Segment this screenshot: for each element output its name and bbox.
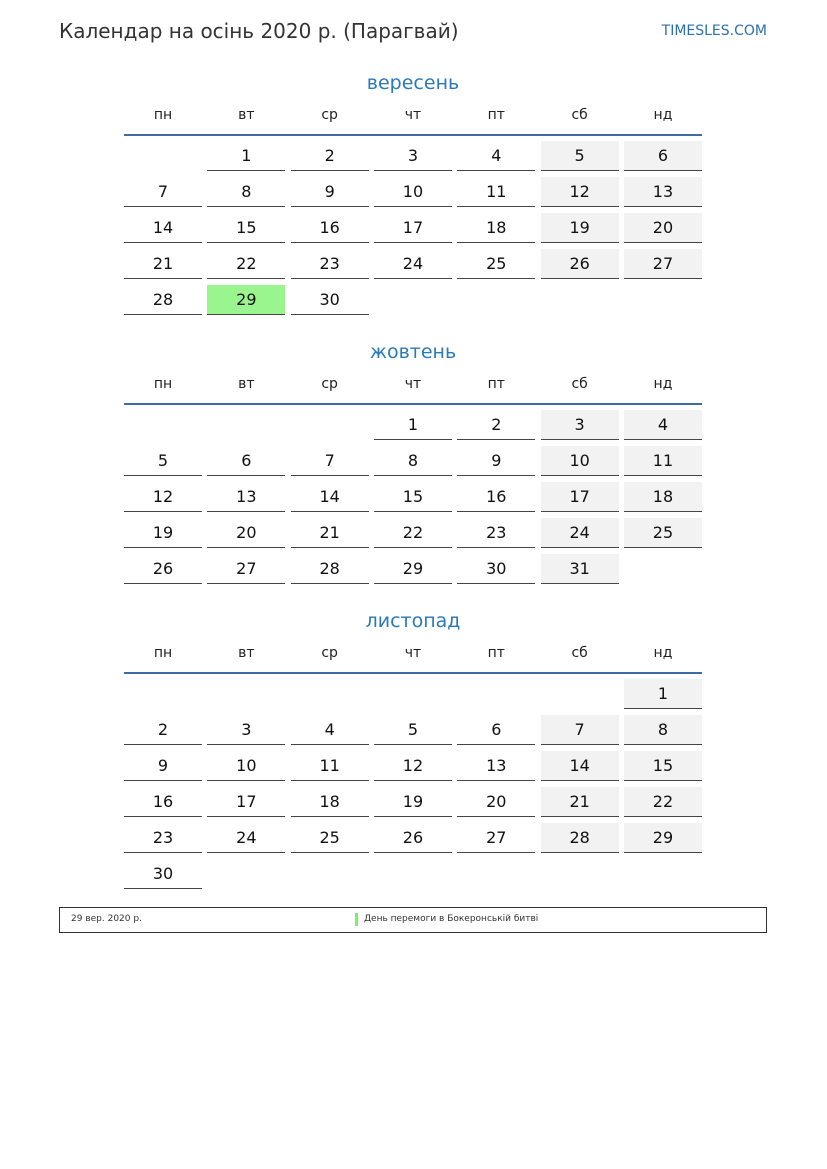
day-cell: 22 bbox=[207, 249, 285, 279]
day-cell: 1 bbox=[207, 141, 285, 171]
day-cell: 15 bbox=[374, 482, 452, 512]
day-cell: 14 bbox=[124, 213, 202, 243]
holiday-color-marker bbox=[355, 913, 358, 926]
day-cell: 27 bbox=[624, 249, 702, 279]
day-cell: 23 bbox=[457, 518, 535, 548]
day-cell: 13 bbox=[457, 751, 535, 781]
weekday-header-row bbox=[124, 634, 702, 674]
day-cell: 8 bbox=[624, 715, 702, 745]
weekday-label: пт bbox=[487, 376, 505, 392]
month-november bbox=[124, 608, 702, 895]
day-cell: 25 bbox=[624, 518, 702, 548]
day-cell: 30 bbox=[124, 859, 202, 889]
day-cell: 15 bbox=[207, 213, 285, 243]
weekday-header-row bbox=[124, 365, 702, 405]
day-cell: 6 bbox=[207, 446, 285, 476]
day-cell: 21 bbox=[291, 518, 369, 548]
weekday-label: пн bbox=[153, 376, 173, 392]
day-cell: 9 bbox=[457, 446, 535, 476]
weekday-label: чт bbox=[404, 645, 422, 661]
day-cell: 28 bbox=[124, 285, 202, 315]
day-cell: 28 bbox=[291, 554, 369, 584]
weekday-label: чт bbox=[404, 107, 422, 123]
weeks-grid bbox=[124, 405, 702, 584]
day-cell: 27 bbox=[457, 823, 535, 853]
week-row bbox=[124, 679, 702, 709]
day-cell: 10 bbox=[207, 751, 285, 781]
holiday-day-cell: 29 bbox=[207, 285, 285, 315]
day-cell: 19 bbox=[374, 787, 452, 817]
day-cell: 16 bbox=[291, 213, 369, 243]
week-row bbox=[124, 518, 702, 548]
empty-day-cell bbox=[207, 679, 285, 709]
day-cell: 26 bbox=[374, 823, 452, 853]
day-cell: 1 bbox=[374, 410, 452, 440]
day-cell: 7 bbox=[541, 715, 619, 745]
day-cell: 30 bbox=[291, 285, 369, 315]
week-row bbox=[124, 787, 702, 817]
empty-day-cell bbox=[124, 141, 202, 171]
week-row bbox=[124, 446, 702, 476]
day-cell: 11 bbox=[624, 446, 702, 476]
day-cell: 2 bbox=[124, 715, 202, 745]
empty-day-cell bbox=[457, 285, 535, 315]
day-cell: 3 bbox=[207, 715, 285, 745]
day-cell: 2 bbox=[291, 141, 369, 171]
day-cell: 11 bbox=[291, 751, 369, 781]
holiday-legend bbox=[59, 907, 767, 933]
day-cell: 16 bbox=[124, 787, 202, 817]
day-cell: 1 bbox=[624, 679, 702, 709]
day-cell: 12 bbox=[541, 177, 619, 207]
day-cell: 9 bbox=[124, 751, 202, 781]
day-cell: 24 bbox=[541, 518, 619, 548]
empty-day-cell bbox=[541, 859, 619, 889]
empty-day-cell bbox=[624, 285, 702, 315]
day-cell: 30 bbox=[457, 554, 535, 584]
day-cell: 11 bbox=[457, 177, 535, 207]
empty-day-cell bbox=[374, 679, 452, 709]
weeks-grid bbox=[124, 136, 702, 315]
weekday-label: ср bbox=[321, 107, 338, 123]
empty-day-cell bbox=[291, 410, 369, 440]
day-cell: 16 bbox=[457, 482, 535, 512]
weekday-label: пт bbox=[487, 107, 505, 123]
empty-day-cell bbox=[457, 679, 535, 709]
day-cell: 3 bbox=[374, 141, 452, 171]
empty-day-cell bbox=[541, 285, 619, 315]
week-row bbox=[124, 410, 702, 440]
month-title: листопад bbox=[365, 610, 461, 632]
week-row bbox=[124, 177, 702, 207]
day-cell: 5 bbox=[374, 715, 452, 745]
weekday-label: сб bbox=[571, 376, 588, 392]
day-cell: 7 bbox=[291, 446, 369, 476]
day-cell: 31 bbox=[541, 554, 619, 584]
empty-day-cell bbox=[124, 679, 202, 709]
day-cell: 7 bbox=[124, 177, 202, 207]
week-row bbox=[124, 751, 702, 781]
empty-day-cell bbox=[624, 859, 702, 889]
week-row bbox=[124, 859, 702, 889]
day-cell: 26 bbox=[124, 554, 202, 584]
weekday-label: нд bbox=[653, 376, 673, 392]
week-row bbox=[124, 823, 702, 853]
empty-day-cell bbox=[207, 859, 285, 889]
weekday-label: сб bbox=[571, 107, 588, 123]
empty-day-cell bbox=[624, 554, 702, 584]
day-cell: 18 bbox=[457, 213, 535, 243]
weekday-label: пт bbox=[487, 645, 505, 661]
week-row bbox=[124, 249, 702, 279]
day-cell: 19 bbox=[541, 213, 619, 243]
day-cell: 25 bbox=[291, 823, 369, 853]
month-title: жовтень bbox=[369, 341, 457, 363]
day-cell: 24 bbox=[374, 249, 452, 279]
weekday-label: вт bbox=[238, 107, 255, 123]
day-cell: 25 bbox=[457, 249, 535, 279]
weeks-grid bbox=[124, 674, 702, 889]
day-cell: 20 bbox=[624, 213, 702, 243]
empty-day-cell bbox=[291, 859, 369, 889]
week-row bbox=[124, 554, 702, 584]
day-cell: 24 bbox=[207, 823, 285, 853]
weekday-label: чт bbox=[404, 376, 422, 392]
month-title: вересень bbox=[366, 72, 460, 94]
day-cell: 5 bbox=[541, 141, 619, 171]
day-cell: 6 bbox=[624, 141, 702, 171]
day-cell: 26 bbox=[541, 249, 619, 279]
weekday-label: нд bbox=[653, 645, 673, 661]
day-cell: 22 bbox=[374, 518, 452, 548]
legend-holiday-name: День перемоги в Бокеронській битві bbox=[364, 914, 539, 924]
empty-day-cell bbox=[291, 679, 369, 709]
day-cell: 29 bbox=[624, 823, 702, 853]
day-cell: 17 bbox=[207, 787, 285, 817]
weekday-label: нд bbox=[653, 107, 673, 123]
day-cell: 6 bbox=[457, 715, 535, 745]
day-cell: 18 bbox=[291, 787, 369, 817]
day-cell: 17 bbox=[541, 482, 619, 512]
day-cell: 5 bbox=[124, 446, 202, 476]
weekday-label: вт bbox=[238, 376, 255, 392]
legend-date: 29 вер. 2020 р. bbox=[71, 914, 142, 924]
day-cell: 9 bbox=[291, 177, 369, 207]
day-cell: 29 bbox=[374, 554, 452, 584]
empty-day-cell bbox=[207, 410, 285, 440]
day-cell: 12 bbox=[124, 482, 202, 512]
day-cell: 22 bbox=[624, 787, 702, 817]
day-cell: 10 bbox=[374, 177, 452, 207]
month-september bbox=[124, 70, 702, 321]
day-cell: 13 bbox=[207, 482, 285, 512]
day-cell: 2 bbox=[457, 410, 535, 440]
day-cell: 18 bbox=[624, 482, 702, 512]
weekday-label: сб bbox=[571, 645, 588, 661]
week-row bbox=[124, 715, 702, 745]
day-cell: 8 bbox=[374, 446, 452, 476]
day-cell: 28 bbox=[541, 823, 619, 853]
empty-day-cell bbox=[541, 679, 619, 709]
day-cell: 4 bbox=[291, 715, 369, 745]
weekday-label: ср bbox=[321, 645, 338, 661]
day-cell: 20 bbox=[457, 787, 535, 817]
weekday-label: пн bbox=[153, 645, 173, 661]
day-cell: 15 bbox=[624, 751, 702, 781]
week-row bbox=[124, 213, 702, 243]
month-october bbox=[124, 339, 702, 590]
empty-day-cell bbox=[457, 859, 535, 889]
day-cell: 20 bbox=[207, 518, 285, 548]
day-cell: 12 bbox=[374, 751, 452, 781]
week-row bbox=[124, 141, 702, 171]
day-cell: 23 bbox=[291, 249, 369, 279]
day-cell: 4 bbox=[624, 410, 702, 440]
week-row bbox=[124, 285, 702, 315]
weekday-label: вт bbox=[238, 645, 255, 661]
empty-day-cell bbox=[374, 285, 452, 315]
site-link[interactable]: TIMESLES.COM bbox=[661, 23, 767, 39]
day-cell: 14 bbox=[291, 482, 369, 512]
day-cell: 10 bbox=[541, 446, 619, 476]
day-cell: 21 bbox=[124, 249, 202, 279]
day-cell: 8 bbox=[207, 177, 285, 207]
day-cell: 17 bbox=[374, 213, 452, 243]
day-cell: 19 bbox=[124, 518, 202, 548]
page-title: Календар на осінь 2020 р. (Парагвай) bbox=[59, 19, 459, 43]
day-cell: 14 bbox=[541, 751, 619, 781]
weekday-label: ср bbox=[321, 376, 338, 392]
day-cell: 27 bbox=[207, 554, 285, 584]
week-row bbox=[124, 482, 702, 512]
empty-day-cell bbox=[124, 410, 202, 440]
day-cell: 13 bbox=[624, 177, 702, 207]
day-cell: 21 bbox=[541, 787, 619, 817]
empty-day-cell bbox=[374, 859, 452, 889]
day-cell: 3 bbox=[541, 410, 619, 440]
weekday-label: пн bbox=[153, 107, 173, 123]
weekday-header-row bbox=[124, 96, 702, 136]
day-cell: 4 bbox=[457, 141, 535, 171]
day-cell: 23 bbox=[124, 823, 202, 853]
